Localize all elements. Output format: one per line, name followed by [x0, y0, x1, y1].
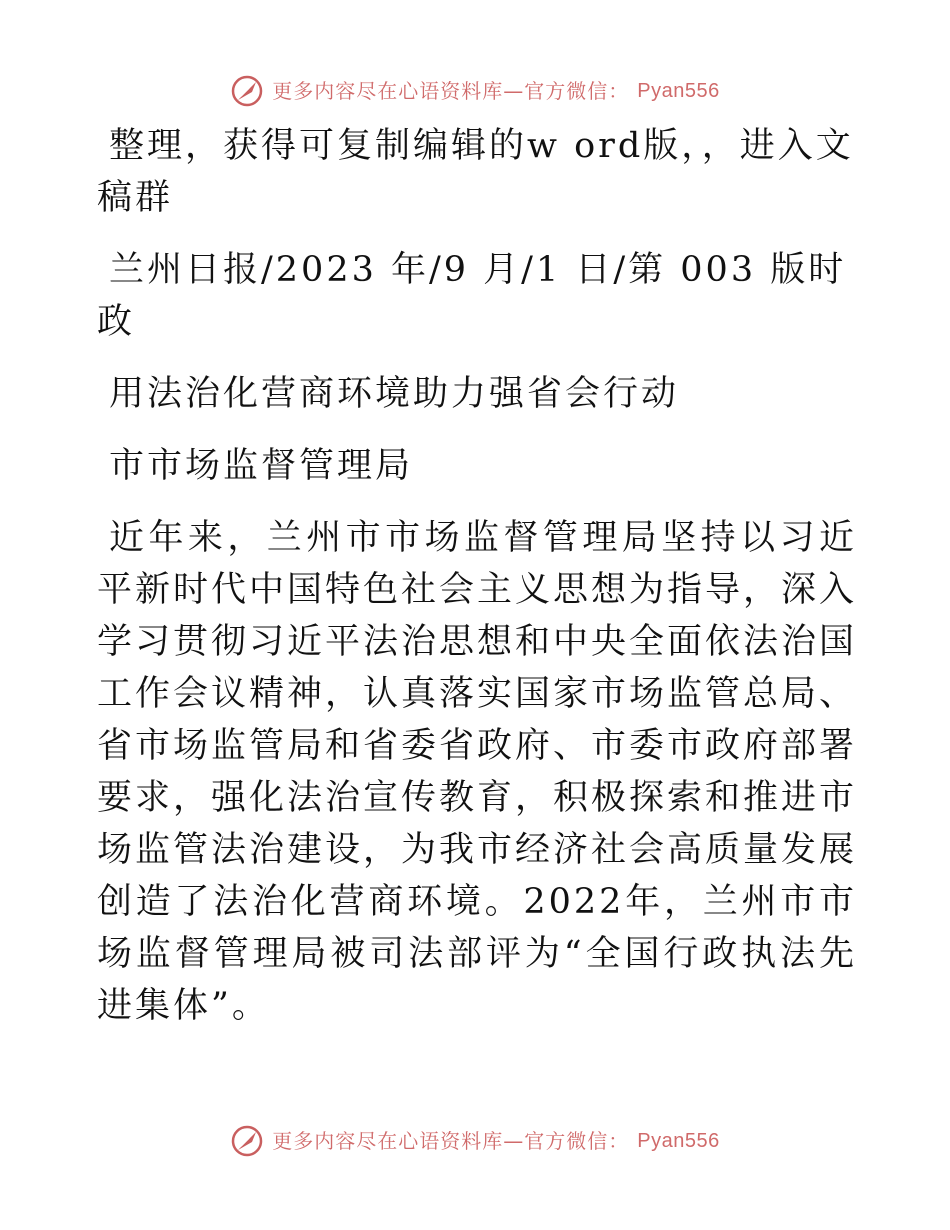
quill-circle-icon — [230, 74, 264, 108]
header-watermark — [0, 74, 950, 108]
watermark-text: 更多内容尽在心语资料库—官方微信： — [272, 79, 630, 103]
watermark-text: 更多内容尽在心语资料库—官方微信： — [272, 1129, 630, 1153]
watermark-wechat-id: Pyan556 — [637, 80, 720, 102]
watermark-wechat-id: Pyan556 — [637, 1130, 720, 1152]
source-line: 兰州日报/2023 年/9 月/1 日/第 003 版时政 — [97, 250, 847, 342]
footer-watermark — [0, 1124, 950, 1158]
article-title: 用法治化营商环境助力强省会行动 — [109, 374, 680, 414]
article-author: 市市场监督管理局 — [109, 446, 414, 486]
document-body — [97, 120, 857, 1032]
article-paragraph: 近年来，兰州市市场监督管理局坚持以习近平新时代中国特色社会主义思想为指导，深入学习贯彻习近平法治思想和中央全面依法治国工作会议精神，认真落实国家市场监管总局、省市场监管局和省委省政府、市委市政府部署要求，强化法治宣传教育，积极探索和推进市场监管法治建设，为我市经济社会高质量发展创造了法治化营商环境。2022年，兰州市市场监督管理局被司法部评为“全国行政执法先进集体”。 — [97, 518, 858, 1026]
intro-line: 整理，获得可复制编辑的w ord版，，进入文稿群 — [97, 126, 854, 218]
quill-circle-icon — [230, 1124, 264, 1158]
